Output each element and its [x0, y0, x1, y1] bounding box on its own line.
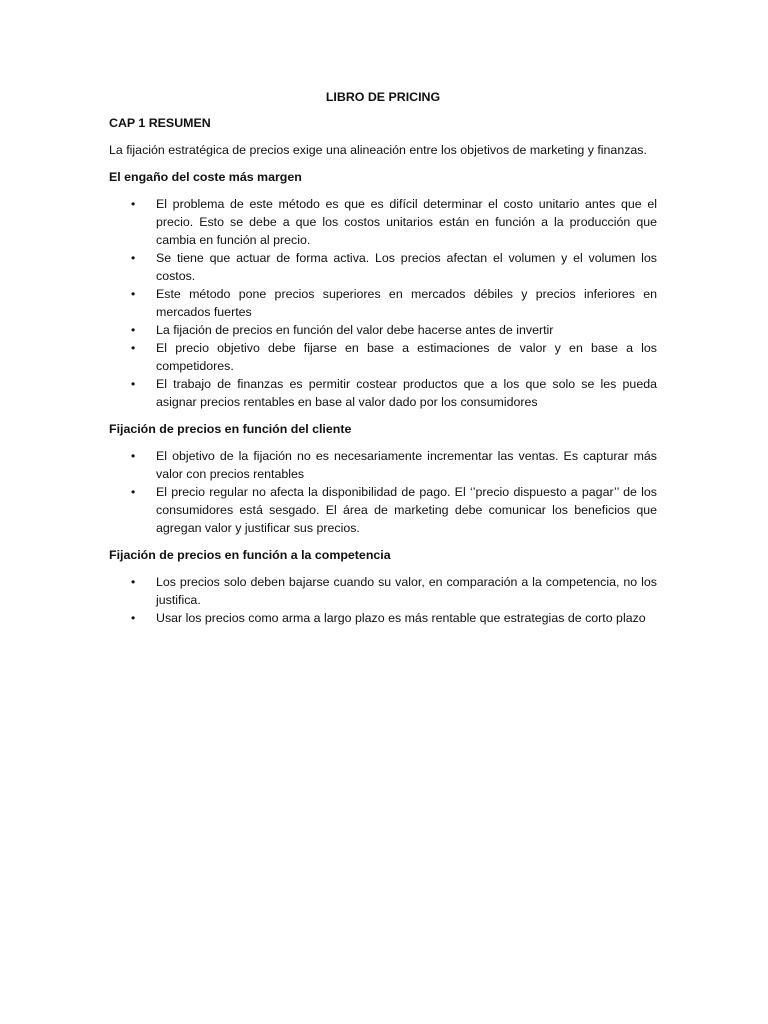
bullet-list: [109, 195, 657, 411]
list-item-text: La fijación de precios en función del valor debe hacerse antes de invertir: [156, 323, 554, 337]
list-item-text: Este método pone precios superiores en mercados débiles y precios inferiores en mercados fuertes: [156, 287, 657, 319]
section-heading: Fijación de precios en función a la competencia: [109, 548, 391, 562]
list-item: [109, 573, 657, 609]
bullet-icon: •: [131, 323, 136, 337]
bullet-list: [109, 573, 657, 627]
list-item: [109, 609, 657, 627]
bullet-icon: •: [131, 611, 136, 625]
bullet-icon: •: [131, 251, 136, 265]
list-item-text: El precio regular no afecta la disponibilidad de pago. El ‘’precio dispuesto a pagar’’ de los consumidores está sesgado. El área de marketing debe comunicar los beneficios que agregan valor y justificar sus precios.: [156, 485, 657, 535]
list-item-text: El problema de este método es que es difícil determinar el costo unitario antes que el precio. Esto se debe a que los costos unitarios están en función a la producción que cambia en función al precio.: [156, 197, 657, 247]
bullet-icon: •: [131, 341, 136, 355]
bullet-icon: •: [131, 575, 136, 589]
list-item-text: Usar los precios como arma a largo plazo es más rentable que estrategias de corto plazo: [156, 611, 646, 625]
document-content: [109, 88, 657, 636]
list-item-text: El precio objetivo debe fijarse en base a estimaciones de valor y en base a los competidores.: [156, 341, 657, 373]
list-item: [109, 285, 657, 321]
bullet-icon: •: [131, 485, 136, 499]
list-item: [109, 339, 657, 375]
list-item-text: Se tiene que actuar de forma activa. Los precios afectan el volumen y el volumen los costos.: [156, 251, 657, 283]
list-item: [109, 195, 657, 249]
list-item: [109, 447, 657, 483]
list-item-text: El objetivo de la fijación no es necesariamente incrementar las ventas. Es capturar más valor con precios rentables: [156, 449, 657, 481]
intro-paragraph: La fijación estratégica de precios exige una alineación entre los objetivos de marketing y finanzas.: [109, 143, 647, 157]
bullet-icon: •: [131, 449, 136, 463]
chapter-heading: CAP 1 RESUMEN: [109, 116, 211, 130]
bullet-icon: •: [131, 197, 136, 211]
document-title: LIBRO DE PRICING: [325, 90, 441, 104]
list-item-text: El trabajo de finanzas es permitir costear productos que a los que solo se les pueda asignar precios rentables en base al valor dado por los consumidores: [156, 377, 657, 409]
list-item: [109, 321, 657, 339]
bullet-list: [109, 447, 657, 537]
bullet-icon: •: [131, 287, 136, 301]
list-item: [109, 375, 657, 411]
bullet-icon: •: [131, 377, 136, 391]
list-item: [109, 249, 657, 285]
section-heading: Fijación de precios en función del cliente: [109, 422, 352, 436]
list-item: [109, 483, 657, 537]
section-heading: El engaño del coste más margen: [109, 170, 302, 184]
list-item-text: Los precios solo deben bajarse cuando su valor, en comparación a la competencia, no los justifica.: [156, 575, 657, 607]
